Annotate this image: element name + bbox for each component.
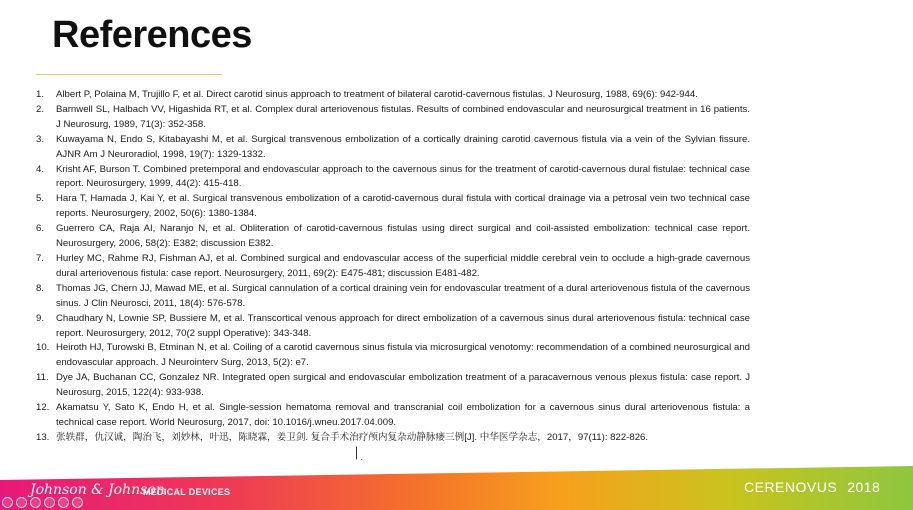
reference-text: Hurley MC, Rahme RJ, Fishman AJ, et al. Combined surgical and endovascular access of the superficial middle cerebral vein to occlude a high-grade cavernous dural arteriovenous fistula: case report. Neurosurgery, 2011, 69(2): E475-481; discussion E481-482. [56, 252, 750, 279]
slide-menu-icon[interactable] [44, 497, 55, 508]
reference-number: 5. [36, 193, 45, 205]
reference-item [36, 252, 750, 282]
title-underline [36, 74, 222, 75]
slideshow-controls [2, 497, 83, 508]
brand-name: CERENOVUS [744, 479, 838, 495]
reference-number: 12. [36, 402, 50, 414]
reference-text: Thomas JG, Chern JJ, Mawad ME, et al. Surgical cannulation of a cortical draining vein for endovascular treatment of a dural arteriovenous fistula of the cavernous sinus. J Clin Neurosci, 2011, 18(4): 576-578. [56, 282, 750, 309]
reference-item [36, 282, 750, 312]
reference-item [36, 401, 750, 431]
reference-text: Chaudhary N, Lownie SP, Bussiere M, et al. Transcortical venous approach for direct embolization of a cavernous sinus dural arteriovenous fistula: technical case report. Neurosurgery, 2012, 70(2 suppl Operative): 343-348. [56, 312, 750, 339]
reference-number: 4. [36, 163, 45, 175]
brand-year: 2018 [847, 479, 881, 495]
reference-item [36, 312, 750, 342]
more-options-icon[interactable] [72, 497, 83, 508]
reference-item [36, 88, 750, 103]
previous-slide-icon[interactable] [2, 497, 13, 508]
reference-number: 11. [36, 372, 49, 384]
reference-item [36, 431, 750, 446]
reference-list [36, 88, 750, 446]
zoom-icon[interactable] [58, 497, 69, 508]
reference-text: Guerrero CA, Raja AI, Naranjo N, et al. Obliteration of carotid-cavernous fistulas using direct surgical and coil-assisted embolization: technical case report. Neurosurgery, 2006, 58(2): E382; discussion E382. [56, 223, 750, 250]
pen-tool-icon[interactable] [30, 497, 41, 508]
reference-number: 13. [36, 431, 50, 443]
reference-text: Barnwell SL, Halbach VV, Higashida RT, et al. Complex dural arteriovenous fistulas. Results of combined endovascular and neurosurgical treatment in 16 patients. J Neurosurg, 1989, 71(3): 352-358. [56, 103, 750, 130]
division-label: MEDICAL DEVICES [143, 487, 231, 497]
reference-item [36, 103, 750, 133]
company-logo: Johnson & Johnson [30, 482, 165, 498]
reference-number: 3. [36, 133, 45, 145]
reference-text: Krisht AF, Burson T. Combined pretemporal and endovascular approach to the cavernous sinus for the treatment of carotid-cavernous dural fistulae: technical case report. Neurosurgery, 1999, 44(2): 415-418. [56, 163, 750, 190]
mouse-cursor-icon [356, 446, 366, 460]
reference-text: Hara T, Hamada J, Kai Y, et al. Surgical transvenous embolization of a carotid-cavernous dural fistula with cortical drainage via a petrosal vein two technical case reports. Neurosurgery, 2002, 50(6): 1380-1384. [56, 193, 750, 220]
reference-text: Albert P, Polaina M, Trujillo F, et al. Direct carotid sinus approach to treatment of bilateral carotid-cavernous fistulas. J Neurosurg, 1988, 69(6): 942-944. [56, 89, 698, 100]
reference-text: Kuwayama N, Endo S, Kitabayashi M, et al. Surgical transvenous embolization of a cortically draining carotid cavernous fistula via a vein of the Sylvian fissure. AJNR Am J Neuroradiol, 1998, 19(7): 1329-1332. [56, 133, 750, 160]
reference-number: 10. [36, 342, 50, 354]
reference-item [36, 222, 750, 252]
reference-item [36, 192, 750, 222]
reference-text: Dye JA, Buchanan CC, Gonzalez NR. Integrated open surgical and endovascular embolization treatment of a paracavernous venous plexus fistula: case report. J Neurosurg, 2015, 122(4): 933-938. [56, 372, 750, 399]
reference-number: 7. [36, 252, 45, 264]
slide-title: References [52, 14, 252, 56]
reference-number: 2. [36, 103, 45, 115]
reference-item [36, 163, 750, 193]
reference-text: Akamatsu Y, Sato K, Endo H, et al. Single-session hematoma removal and transcranial coil embolization for a cavernous sinus dural arteriovenous fistula: a technical case report. World Neurosurg, 2017, doi: 10.1016/j.wneu.2017.04.009. [56, 402, 750, 428]
reference-number: 1. [36, 89, 45, 100]
brand-label [744, 479, 880, 495]
reference-item [36, 371, 750, 401]
reference-text: 张轶群，仇汉诚，陶治飞，刘妙林，叶迅，陈晓霖，姜卫剑. 复合手术治疗颅内复杂动静脉瘘三例[J]. 中华医学杂志，2017，97(11): 822-826. [56, 431, 649, 443]
reference-text: Heiroth HJ, Turowski B, Etminan N, et al. Coiling of a carotid cavernous sinus fistula via microsurgical venotomy: recommendation of a combined neurosurgical and endovascular approach. J Neurointerv Surg, 2013, 5(2): e7. [56, 342, 750, 369]
reference-number: 8. [36, 282, 45, 294]
reference-item [36, 341, 750, 371]
reference-number: 9. [36, 312, 45, 324]
reference-number: 6. [36, 223, 45, 235]
reference-item [36, 133, 750, 163]
next-slide-icon[interactable] [16, 497, 27, 508]
